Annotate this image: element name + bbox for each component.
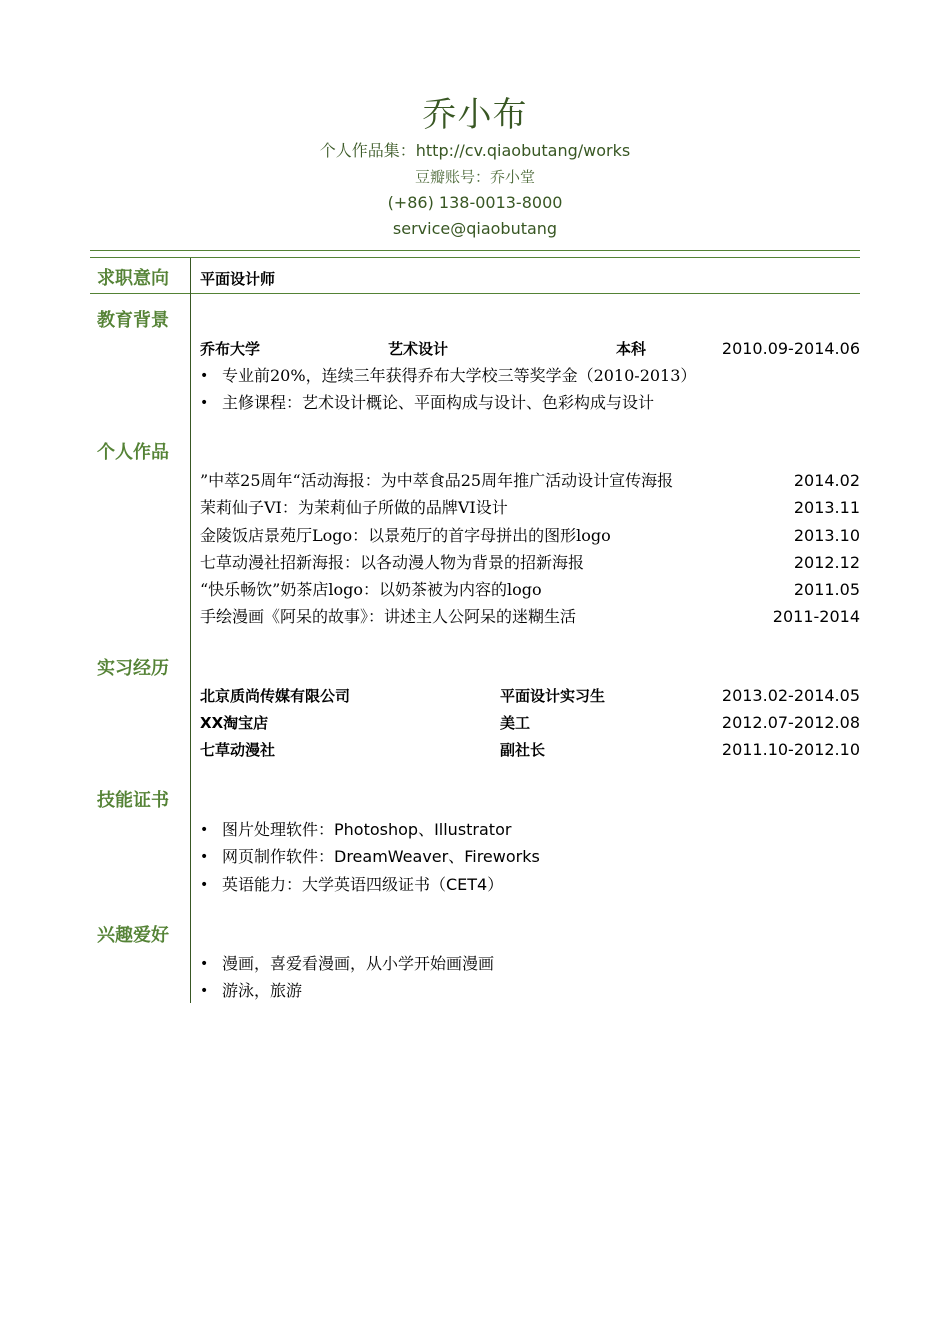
bullet-icon: • <box>200 822 209 838</box>
education-school: 乔布大学 <box>200 340 261 358</box>
phone-number: (+86) 138-0013-8000 <box>387 193 563 212</box>
list-item: • 英语能力：大学英语四级证书（CET4） <box>200 872 860 898</box>
objective-value: 平面设计师 <box>200 270 276 288</box>
section-title-internship: 实习经历 <box>97 658 169 679</box>
resume-header <box>0 92 950 242</box>
work-item: ”中萃25周年“活动海报：为中萃食品25周年推广活动设计宣传海报 2014.02 <box>200 471 860 490</box>
work-item: 手绘漫画《阿呆的故事》：讲述主人公阿呆的迷糊生活 2011-2014 <box>200 607 860 626</box>
work-item: 金陵饭店景苑厅Logo：以景苑厅的首字母拼出的图形logo 2013.10 <box>200 526 860 545</box>
section-vertical-line <box>190 258 191 1003</box>
header-divider-bottom <box>90 257 860 258</box>
bullet-icon: • <box>200 983 209 999</box>
list-item: • 专业前20%，连续三年获得乔布大学校三等奖学金（2010-2013） <box>200 363 860 389</box>
internship-item: 北京质尚传媒有限公司 平面设计实习生 2013.02-2014.05 <box>200 686 860 705</box>
portfolio-link[interactable]: 个人作品集：http://cv.qiaobutang/works <box>319 141 631 160</box>
section-title-works: 个人作品 <box>97 442 169 463</box>
douban-account: 豆瓣账号：乔小堂 <box>414 168 535 186</box>
education-major: 艺术设计 <box>388 340 449 358</box>
objective-divider <box>90 293 860 294</box>
internship-item: 七草动漫社 副社长 2011.10-2012.10 <box>200 740 860 759</box>
section-title-hobbies: 兴趣爱好 <box>97 925 169 946</box>
bullet-icon: • <box>200 849 209 865</box>
bullet-icon: • <box>200 368 209 384</box>
internship-item: XX淘宝店 美工 2012.07-2012.08 <box>200 713 860 732</box>
list-item: • 漫画，喜爱看漫画，从小学开始画漫画 <box>200 951 860 977</box>
work-item: “快乐畅饮”奶茶店logo：以奶茶被为内容的logo 2011.05 <box>200 580 860 599</box>
header-divider-top <box>90 250 860 251</box>
bullet-icon: • <box>200 877 209 893</box>
bullet-icon: • <box>200 956 209 972</box>
education-period: 2010.09-2014.06 <box>721 339 860 358</box>
section-title-education: 教育背景 <box>97 310 169 331</box>
email-address[interactable]: service@qiaobutang <box>392 219 558 238</box>
section-title-skills: 技能证书 <box>97 790 169 811</box>
work-item: 七草动漫社招新海报：以各动漫人物为背景的招新海报 2012.12 <box>200 553 860 572</box>
list-item: • 主修课程：艺术设计概论、平面构成与设计、色彩构成与设计 <box>200 390 860 416</box>
section-title-objective: 求职意向 <box>97 268 169 289</box>
work-item: 茉莉仙子VI：为茉莉仙子所做的品牌VI设计 2013.11 <box>200 498 860 517</box>
list-item: • 图片处理软件：Photoshop、Illustrator <box>200 817 860 843</box>
list-item: • 游泳，旅游 <box>200 978 860 1004</box>
education-row <box>200 336 860 362</box>
candidate-name: 乔小布 <box>422 95 528 135</box>
bullet-icon: • <box>200 395 209 411</box>
list-item: • 网页制作软件：DreamWeaver、Fireworks <box>200 844 860 870</box>
education-degree: 本科 <box>616 340 647 358</box>
